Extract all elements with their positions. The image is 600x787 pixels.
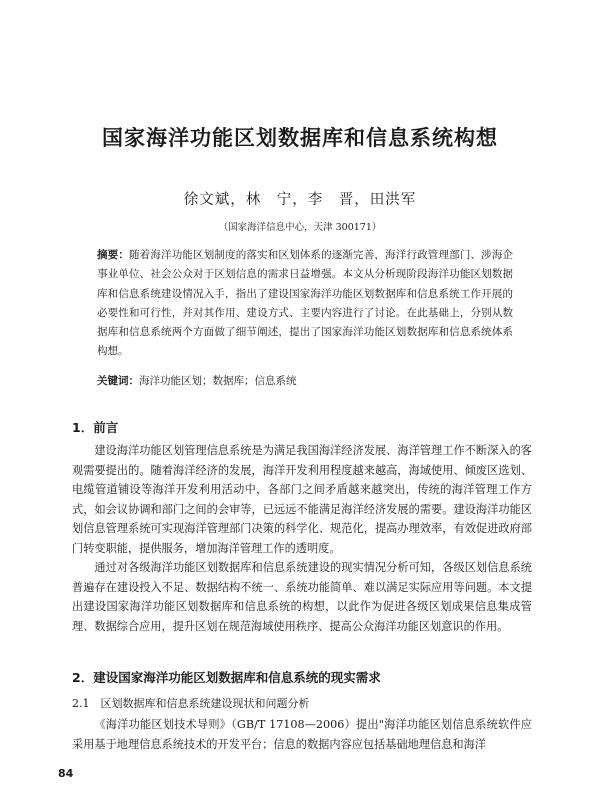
author-list: 徐文斌，林 宁，李 晋，田洪军 <box>183 192 417 208</box>
author-affiliation: （国家海洋信息中心，天津 300171） <box>218 222 382 233</box>
section-2-heading: 2．建设国家海洋功能区划数据库和信息系统的现实需求 <box>72 670 381 685</box>
section-1-paragraph-1: 建设海洋功能区划管理信息系统是为满足我国海洋经济发展、海洋管理工作不断深入的客观需要提出的。随着海洋经济的发展，海洋开发利用程度越来越高，海域使用、倾废区选划、电缆管道铺设等海洋开发利用活动中，各部门之间矛盾越来越突出，传统的海洋管理工作方式，如会议协调和部门之间的会审等，已远远不能满足海洋经济发展的需要。建设海洋功能区划信息管理系统可实现海洋管理部门决策的科学化、规范化，提高办理效率，有效促进政府部门转变职能，提供服务，增加海洋管理工作的透明度。 <box>72 444 532 555</box>
keywords-label: 关键词： <box>97 375 139 387</box>
paper-title: 国家海洋功能区划数据库和信息系统构想 <box>102 126 498 150</box>
abstract <box>97 246 513 362</box>
abstract-label: 摘要： <box>97 249 130 261</box>
keywords-text: 海洋功能区划；数据库；信息系统 <box>139 375 297 387</box>
section-1-heading: 1．前言 <box>72 420 119 435</box>
section-1-paragraph-2: 通过对各级海洋功能区划数据库和信息系统建设的现实情况分析可知，各级区划信息系统普遍存在建设投入不足、数据结构不统一、系统功能简单、难以满足实际应用等问题。本文提出建设国家海洋功能区划数据库和信息系统的构想，以此作为促进各级区划成果信息集成管理、数据综合应用，提升区划在规范海域使用秩序、提高公众海洋功能区划意识的作用。 <box>72 561 532 633</box>
keywords <box>97 374 513 388</box>
section-2-1-paragraph-1: 《海洋功能区划技术导则》（GB/T 17108—2006）提出"海洋功能区划信息系统软件应采用基于地理信息系统技术的开发平台；信息的数据内容应包括基础地理信息和海洋 <box>72 718 532 751</box>
page-number: 84 <box>58 767 74 780</box>
section-2-1-heading: 2.1 区划数据库和信息系统建设现状和问题分析 <box>72 697 310 710</box>
abstract-text: 随着海洋功能区划制度的落实和区划体系的逐渐完善，海洋行政管理部门、涉海企事业单位、社会公众对于区划信息的需求日益增强。本文从分析现阶段海洋功能区划数据库和信息系统建设情况入手，指出了建设国家海洋功能区划数据库和信息系统工作开展的必要性和可行性，并对其作用、建设方式、主要内容进行了讨论。在此基础上，分别从数据库和信息系统两个方面做了细节阐述，提出了国家海洋功能区划数据库和信息系统体系构想。 <box>97 249 514 358</box>
